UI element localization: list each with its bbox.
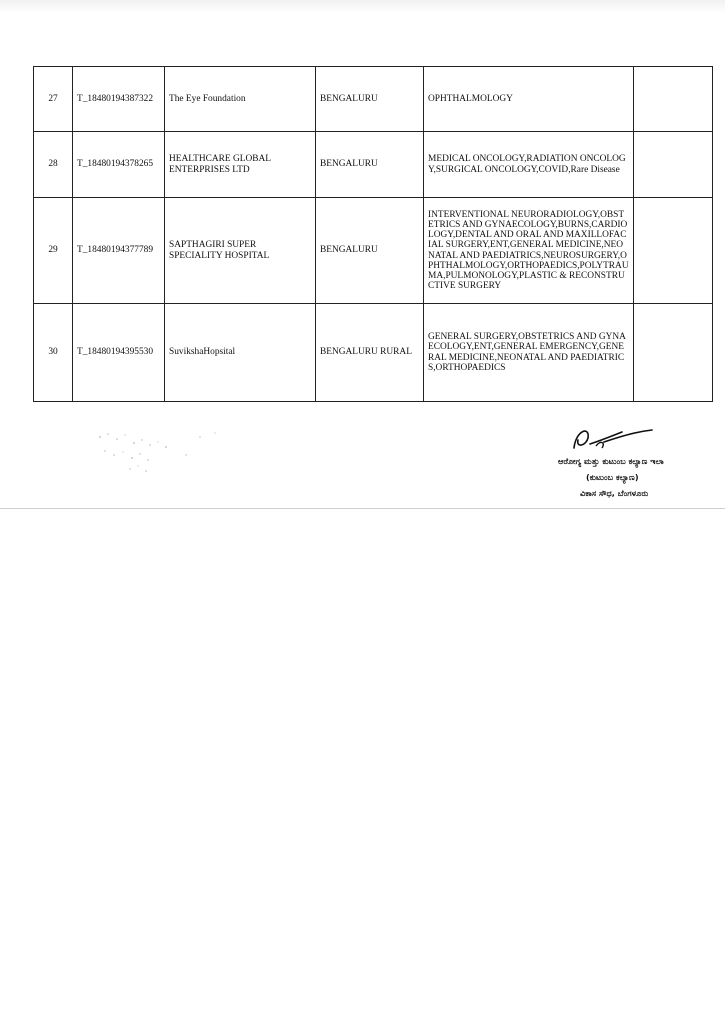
hospital-name: SAPTHAGIRI SUPER SPECIALITY HOSPITAL	[165, 198, 316, 304]
serial-number: 27	[34, 67, 73, 132]
remarks	[634, 304, 713, 402]
district: BENGALURU	[316, 132, 424, 198]
specialities	[424, 132, 634, 198]
hospital-name: HEALTHCARE GLOBAL ENTERPRISES LTD	[165, 132, 316, 198]
specialities	[424, 198, 634, 304]
district: BENGALURU	[316, 198, 424, 304]
specialities	[424, 67, 634, 132]
stamp-line-3: ವಿಕಾಸ ಸೌಧ, ಬೆಂಗಳೂರು	[580, 488, 649, 498]
table-row	[34, 132, 713, 198]
serial-number: 29	[34, 198, 73, 304]
stamp-line-2: (ಕುಟುಂಬ ಕಲ್ಯಾಣ)	[586, 472, 639, 482]
district: BENGALURU RURAL	[316, 304, 424, 402]
hospital-id: T_18480194395530	[73, 304, 165, 402]
table-row	[34, 304, 713, 402]
specialities-text: OPHTHALMOLOGY	[428, 93, 513, 104]
serial-number: 30	[34, 304, 73, 402]
scan-smudge	[90, 425, 230, 485]
specialities-text: INTERVENTIONAL NEURORADIOLOGY,OBSTETRICS AND GYNAECOLOGY,BURNS,CARDIOLOGY,DENTAL AND ORAL AND MAXILLOFACIAL SURGERY,ENT,GENERAL MEDICINE,NEONATAL AND PAEDIATRICS,NEUROSURGERY,OPHTHALMOLOGY,ORTHOPAEDICS,POLYTRAUMA,PULMONOLOGY,PLASTIC & RECONSTRUCTIVE SURGERY	[428, 209, 629, 292]
specialities-text: GENERAL SURGERY,OBSTETRICS AND GYNAECOLOGY,ENT,GENERAL EMERGENCY,GENERAL MEDICINE,NEONATAL AND PAEDIATRICS,ORTHOPAEDICS	[428, 332, 626, 373]
table-row	[34, 198, 713, 304]
remarks	[634, 67, 713, 132]
remarks	[634, 198, 713, 304]
hospital-name: SuvikshaHopsital	[165, 304, 316, 402]
district: BENGALURU	[316, 67, 424, 132]
table-row	[34, 67, 713, 132]
specialities-text: MEDICAL ONCOLOGY,RADIATION ONCOLOGY,SURGICAL ONCOLOGY,COVID,Rare Disease	[428, 154, 626, 175]
hospital-id: T_18480194378265	[73, 132, 165, 198]
serial-number: 28	[34, 132, 73, 198]
hospital-name: The Eye Foundation	[165, 67, 316, 132]
hospital-id: T_18480194377789	[73, 198, 165, 304]
signature-scribble-icon	[556, 420, 706, 500]
page-break-line	[0, 508, 725, 509]
hospital-id: T_18480194387322	[73, 67, 165, 132]
hospital-list-table	[33, 66, 713, 402]
remarks	[634, 132, 713, 198]
stamp-line-1: ಆರೋಗ್ಯ ಮತ್ತು ಕುಟುಂಬ ಕಲ್ಯಾಣ ಇಲಾ	[558, 456, 664, 466]
page-top-edge	[0, 0, 725, 14]
specialities	[424, 304, 634, 402]
official-stamp	[556, 420, 706, 500]
